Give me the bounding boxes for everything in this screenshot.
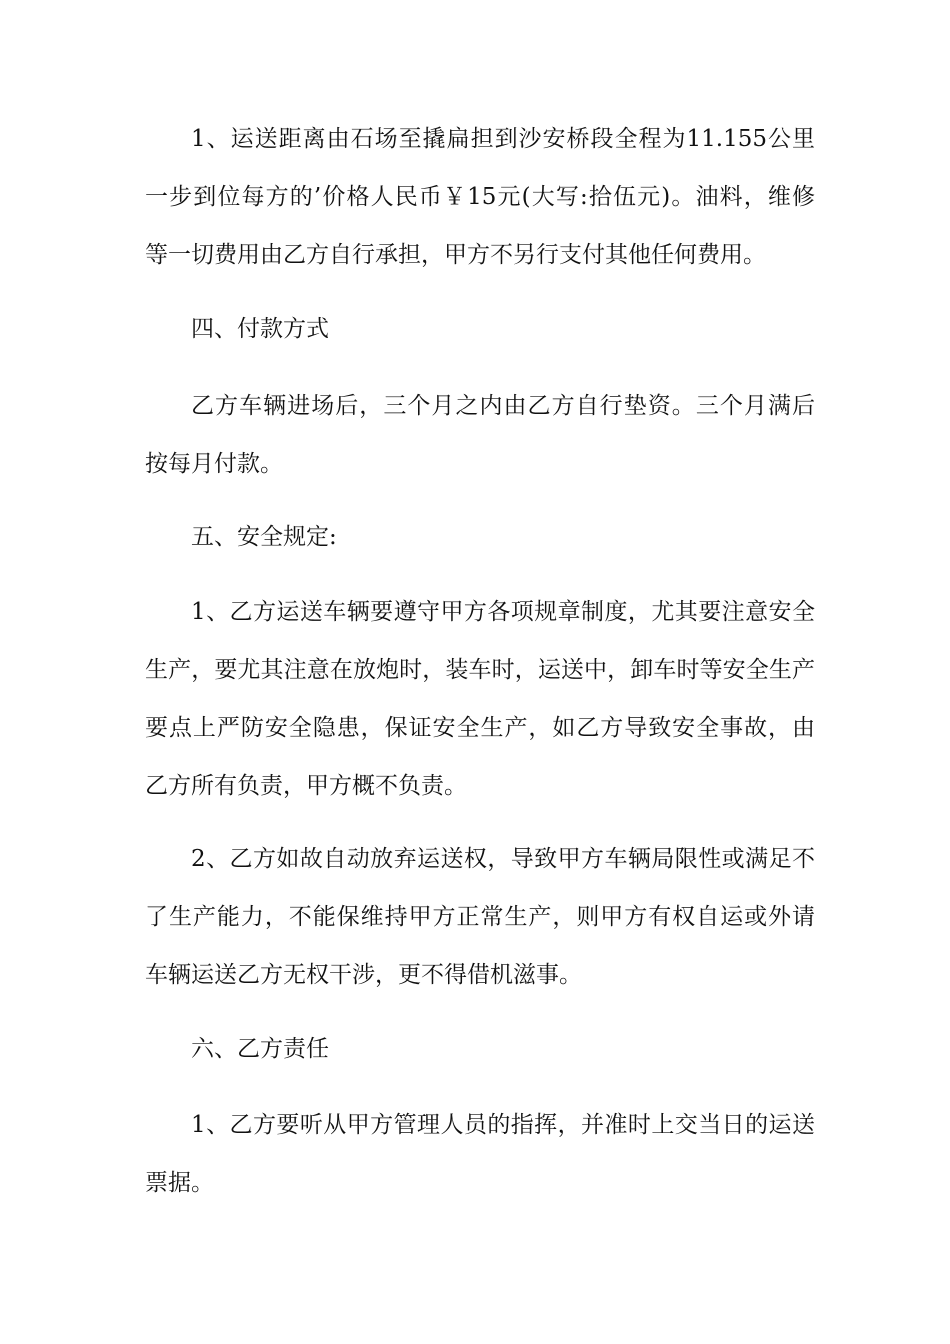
heading-safety-rules — [145, 508, 815, 566]
text-line: 六、乙方责任 — [191, 1036, 329, 1062]
text-line: 1、运送距离由石场至撬扁担到沙安桥段全程为11.155公里 — [191, 126, 815, 152]
heading-payment-method — [145, 300, 815, 358]
text-line: 按每月付款。 — [145, 451, 283, 477]
text-line: 票据。 — [145, 1170, 214, 1196]
paragraph-transport-price — [145, 110, 815, 284]
text-line: 一步到位每方的’价格人民币￥15元(大写:拾伍元)。油料，维修 — [145, 184, 815, 210]
text-line: 车辆运送乙方无权干涉，更不得借机滋事。 — [145, 962, 582, 988]
text-line: 1、乙方运送车辆要遵守甲方各项规章制度，尤其要注意安全 — [191, 599, 815, 625]
text-line: 乙方车辆进场后，三个月之内由乙方自行垫资。三个月满后 — [191, 393, 815, 419]
text-line: 五、安全规定: — [191, 524, 337, 550]
paragraph-payment — [145, 377, 815, 493]
text-line: 2、乙方如故自动放弃运送权，导致甲方车辆局限性或满足不 — [191, 846, 815, 872]
paragraph-safety-rule-1 — [145, 583, 815, 815]
heading-party-b-responsibility — [145, 1020, 815, 1078]
text-line: 生产，要尤其注意在放炮时，装车时，运送中，卸车时等安全生产 — [145, 657, 815, 683]
text-line: 1、乙方要听从甲方管理人员的指挥，并准时上交当日的运送 — [191, 1112, 815, 1138]
text-line: 了生产能力，不能保维持甲方正常生产，则甲方有权自运或外请 — [145, 904, 815, 930]
text-line: 等一切费用由乙方自行承担，甲方不另行支付其他任何费用。 — [145, 242, 766, 268]
paragraph-party-b-duty-1 — [145, 1096, 815, 1212]
text-line: 四、付款方式 — [191, 316, 329, 342]
paragraph-safety-rule-2 — [145, 830, 815, 1004]
text-line: 要点上严防安全隐患，保证安全生产，如乙方导致安全事故，由 — [145, 715, 815, 741]
text-line: 乙方所有负责，甲方概不负责。 — [145, 773, 467, 799]
